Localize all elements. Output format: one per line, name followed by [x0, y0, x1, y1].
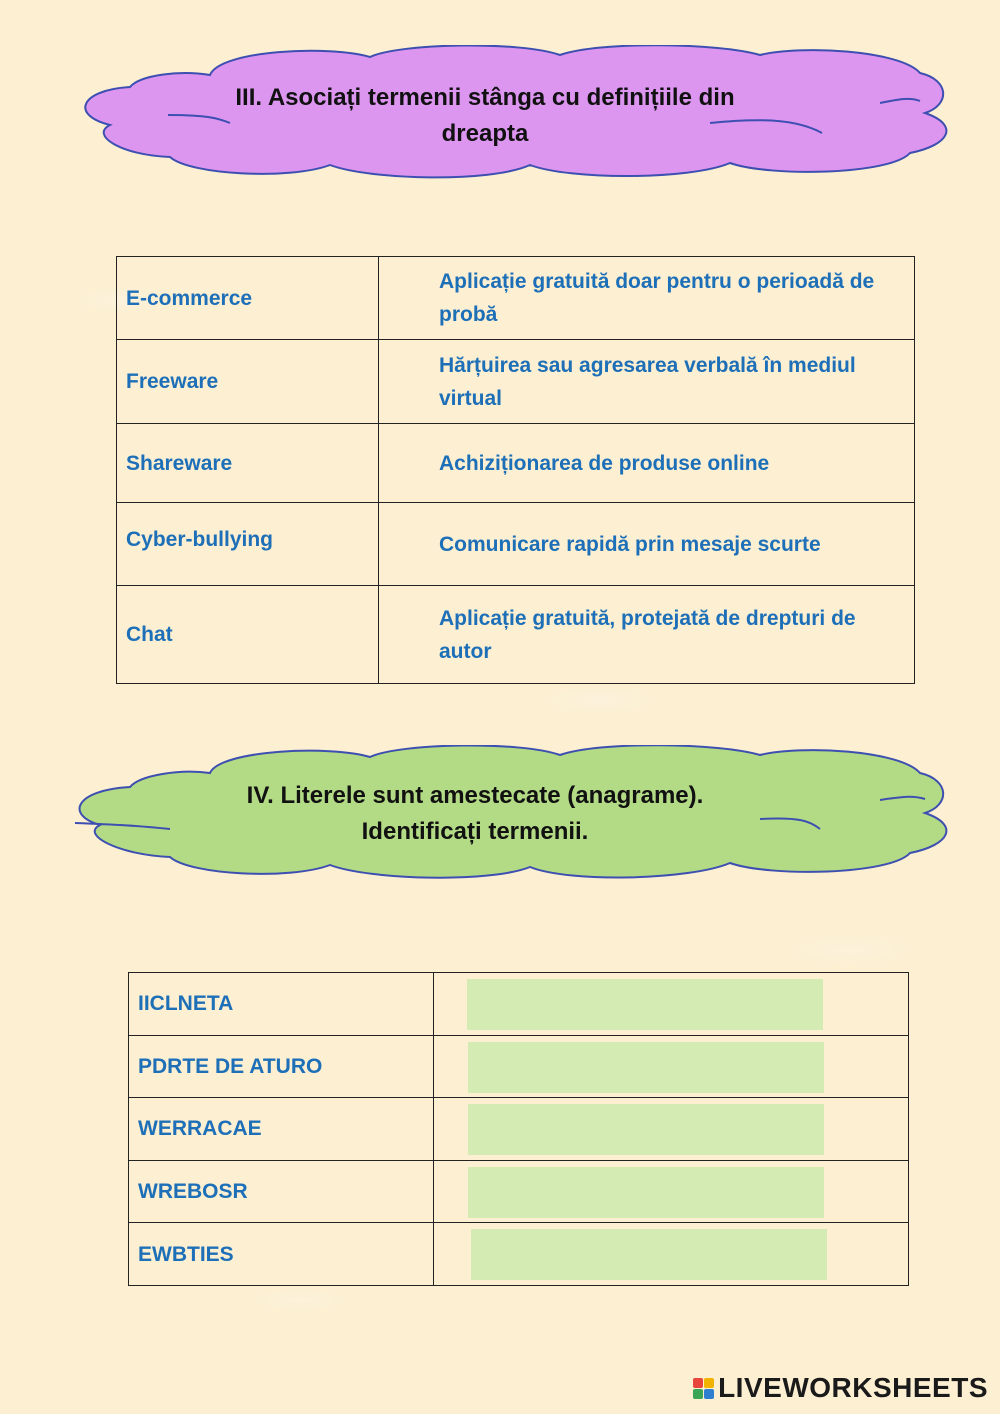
table-row [129, 1223, 909, 1286]
term-cell[interactable]: Chat [117, 586, 379, 684]
table-row [129, 973, 909, 1036]
liveworksheets-logo [693, 1372, 988, 1404]
answer-input-4[interactable] [468, 1167, 824, 1218]
term-cell[interactable]: Shareware [117, 424, 379, 503]
anagram-word: PDRTE DE ATURO [129, 1035, 434, 1098]
answer-input-1[interactable] [467, 979, 823, 1030]
answer-cell [434, 973, 909, 1036]
term-cell[interactable]: E-commerce [117, 257, 379, 340]
table-row [117, 257, 915, 340]
answer-input-5[interactable] [471, 1229, 827, 1280]
definition-cell[interactable]: Hărțuirea sau agresarea verbală în mediul virtual [379, 340, 915, 424]
anagram-table [128, 972, 909, 1286]
definition-cell[interactable]: Comunicare rapidă prin mesaje scurte [379, 503, 915, 586]
answer-cell [434, 1223, 909, 1286]
definition-cell[interactable]: Aplicație gratuită doar pentru o perioadă de probă [379, 257, 915, 340]
table-row [117, 340, 915, 424]
anagram-word: WREBOSR [129, 1160, 434, 1223]
anagram-word: WERRACAE [129, 1098, 434, 1161]
table-row [129, 1035, 909, 1098]
liveworksheets-icon [693, 1378, 714, 1399]
anagram-word: IICLNETA [129, 973, 434, 1036]
section-4-title: IV. Literele sunt amestecate (anagrame). Identificați termenii. [246, 782, 704, 845]
answer-input-2[interactable] [468, 1042, 824, 1093]
table-row [129, 1098, 909, 1161]
table-row [129, 1160, 909, 1223]
table-row [117, 424, 915, 503]
definition-cell[interactable]: Aplicație gratuită, protejată de drepturi de autor [379, 586, 915, 684]
term-cell[interactable]: Freeware [117, 340, 379, 424]
answer-cell [434, 1035, 909, 1098]
anagram-word: EWBTIES [129, 1223, 434, 1286]
matching-table [116, 256, 915, 684]
answer-cell [434, 1098, 909, 1161]
answer-cell [434, 1160, 909, 1223]
brand-name: LIVEWORKSHEETS [718, 1372, 988, 1403]
table-row [117, 503, 915, 586]
table-row [117, 586, 915, 684]
term-cell[interactable]: Cyber-bullying [117, 503, 379, 586]
section-3-title: III. Asociați termenii stânga cu definițiile din dreapta [235, 84, 735, 147]
definition-cell[interactable]: Achiziționarea de produse online [379, 424, 915, 503]
answer-input-3[interactable] [468, 1104, 824, 1155]
